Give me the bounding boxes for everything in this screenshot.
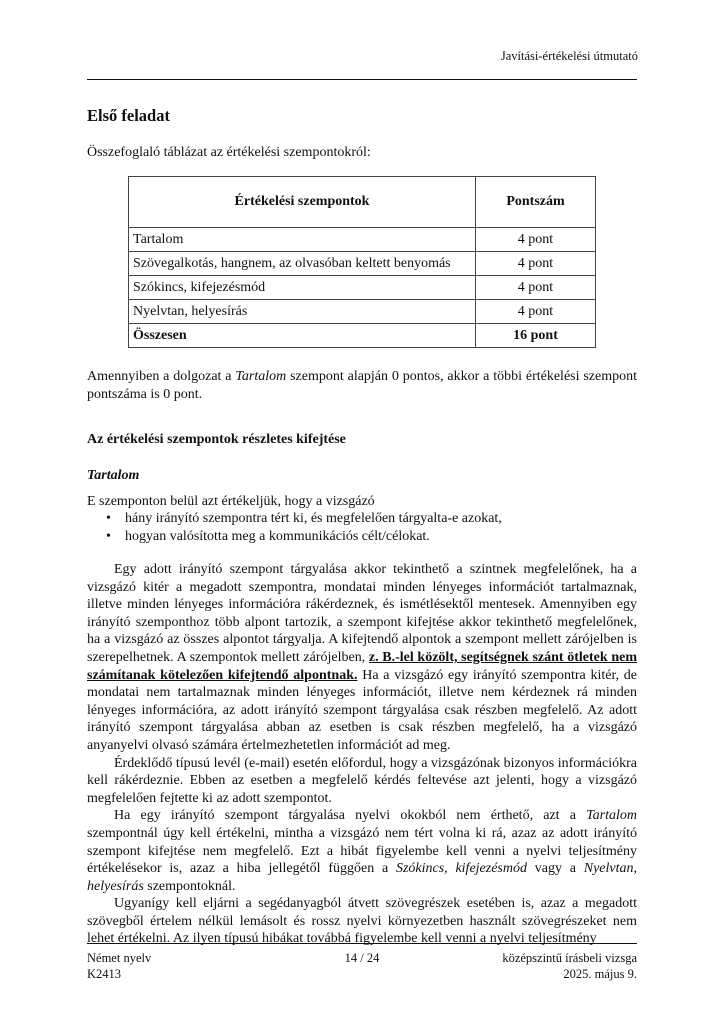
criterion-cell: Szövegalkotás, hangnem, az olvasóban keltett benyomás	[129, 252, 476, 276]
points-cell: 4 pont	[476, 228, 596, 252]
paragraph	[87, 807, 637, 895]
total-label-cell: Összesen	[129, 324, 476, 348]
paragraph	[87, 561, 637, 755]
criteria-bullet-list	[87, 510, 502, 545]
footer-divider	[87, 943, 637, 944]
table-row	[129, 276, 596, 300]
details-body	[87, 561, 637, 948]
paragraph: Érdeklődő típusú levél (e-mail) esetén előfordul, hogy a vizsgázónak bizonyos információkra kell rákérdeznie. Ebben az esetben a megfelelő kérdés feltevése azt jelenti, hogy a vizsgázó megfelelően fejtette ki az adott szempontot.	[87, 755, 637, 806]
criterion-cell: Nyelvtan, helyesírás	[129, 300, 476, 324]
note-text: szempont alapján 0 pontos, akkor a többi értékelési szempont pontszáma is 0 pont.	[87, 369, 638, 402]
list-item: • hogyan valósította meg a kommunikációs célt/célokat.	[87, 528, 502, 546]
criterion-cell: Szókincs, kifejezésmód	[129, 276, 476, 300]
paragraph: Ugyanígy kell eljárni a segédanyagból átvett szövegrészek esetében is, azaz a megadott szövegből értelem nélkül lemásolt és rossz nyelvi környezetben használt szövegrészeket nem lehet értékelni. Az ilyen típusú hibákat továbbá figyelembe kell venni a nyelvi teljesítmény	[87, 896, 637, 947]
table-header-row	[129, 177, 596, 228]
paragraph-text: szempontnál úgy kell értékelni, mintha a vizsgázó nem tért volna ki rá, azaz az adott irányító szempont kifejtése nem megfelelő. Ezt a hibát figyelembe kell venni a nyelvi teljesítmény értékelésekor is, azaz a hiba jellegétől függően a	[87, 825, 637, 877]
list-item: • hány irányító szempontra tért ki, és megfelelően tárgyalta-e azokat,	[87, 510, 502, 528]
emphasized-text: z. B.-lel közölt, segítségnek szánt ötletek nem számítanak kötelezően kifejtendő alpontnak.	[87, 649, 637, 683]
table-row	[129, 228, 596, 252]
column-header: Értékelési szempontok	[129, 177, 476, 228]
footer-subject: Német nyelv	[87, 951, 152, 965]
footer-right	[502, 950, 637, 982]
paragraph-text: szempontoknál.	[143, 878, 236, 894]
points-cell: 4 pont	[476, 252, 596, 276]
details-subheading: Tartalom	[87, 468, 140, 483]
table-intro: Összefoglaló táblázat az értékelési szempontokról:	[87, 145, 371, 160]
italic-term: Tartalom	[586, 808, 637, 824]
note-text: Amennyiben a dolgozat a	[87, 369, 236, 384]
summary-table	[128, 176, 596, 348]
italic-term: Nyelvtan, helyesírás	[87, 861, 637, 894]
footer-code: K2413	[87, 967, 122, 981]
paragraph-text: Ha egy irányító szempont tárgyalása nyelvi okokból nem érthető, azt a	[114, 808, 587, 824]
table-row	[129, 252, 596, 276]
footer-date: 2025. május 9.	[563, 967, 637, 981]
details-lead: E szemponton belül azt értékeljük, hogy a vizsgázó	[87, 494, 375, 509]
paragraph-text: vagy a	[526, 861, 584, 877]
page-number: 14 / 24	[344, 951, 380, 965]
column-header: Pontszám	[476, 177, 596, 228]
paragraph-text: Ha a vizsgázó egy irányító szempontra kitér, de mondatai nem tartalmaznak minden lényeges információt, illetve nem kérdeznek rá minden lényeges információra, az adott irányító szempont tárgyalása csak részben megfelelő. Az adott irányító szempont tárgyalása abban az esetben is csak részben megfelelő, ha a vizsgázó anyanyelvi olvasó számára értelmezhetetlen információt ad meg.	[87, 667, 637, 753]
header-divider	[87, 79, 637, 80]
criterion-cell: Tartalom	[129, 228, 476, 252]
points-cell: 4 pont	[476, 300, 596, 324]
total-points-cell: 16 pont	[476, 324, 596, 348]
italic-term: Szókincs, kifejezésmód	[395, 861, 527, 877]
table-row	[129, 300, 596, 324]
table-total-row	[129, 324, 596, 348]
zero-points-note	[87, 368, 637, 403]
section-title: Első feladat	[87, 106, 170, 125]
points-cell: 4 pont	[476, 276, 596, 300]
running-header: Javítási-értékelési útmutató	[500, 49, 638, 63]
footer-exam-level: középszintű írásbeli vizsga	[502, 951, 637, 965]
details-heading: Az értékelési szempontok részletes kifejtése	[87, 432, 346, 447]
note-italic-term: Tartalom	[235, 369, 287, 384]
paragraph-text: Egy adott irányító szempont tárgyalása akkor tekinthető a szintnek megfelelőnek, ha a vizsgázó kitér a megadott szempontra, mondatai minden lényeges információt tartalmaznak, illetve minden lényeges információra rákérdeznek, és ismétlésektől mentesek. Amennyiben egy irányító szemponthoz több alpont tartozik, a szempont kifejtése akkor tekinthető megfelelőnek, ha a vizsgázó az összes alpontot tárgyalja. A kifejtendő alpontok a szempont mellett zárójelben is szerepelhetnek. A szempontok mellett zárójelben,	[87, 562, 637, 665]
